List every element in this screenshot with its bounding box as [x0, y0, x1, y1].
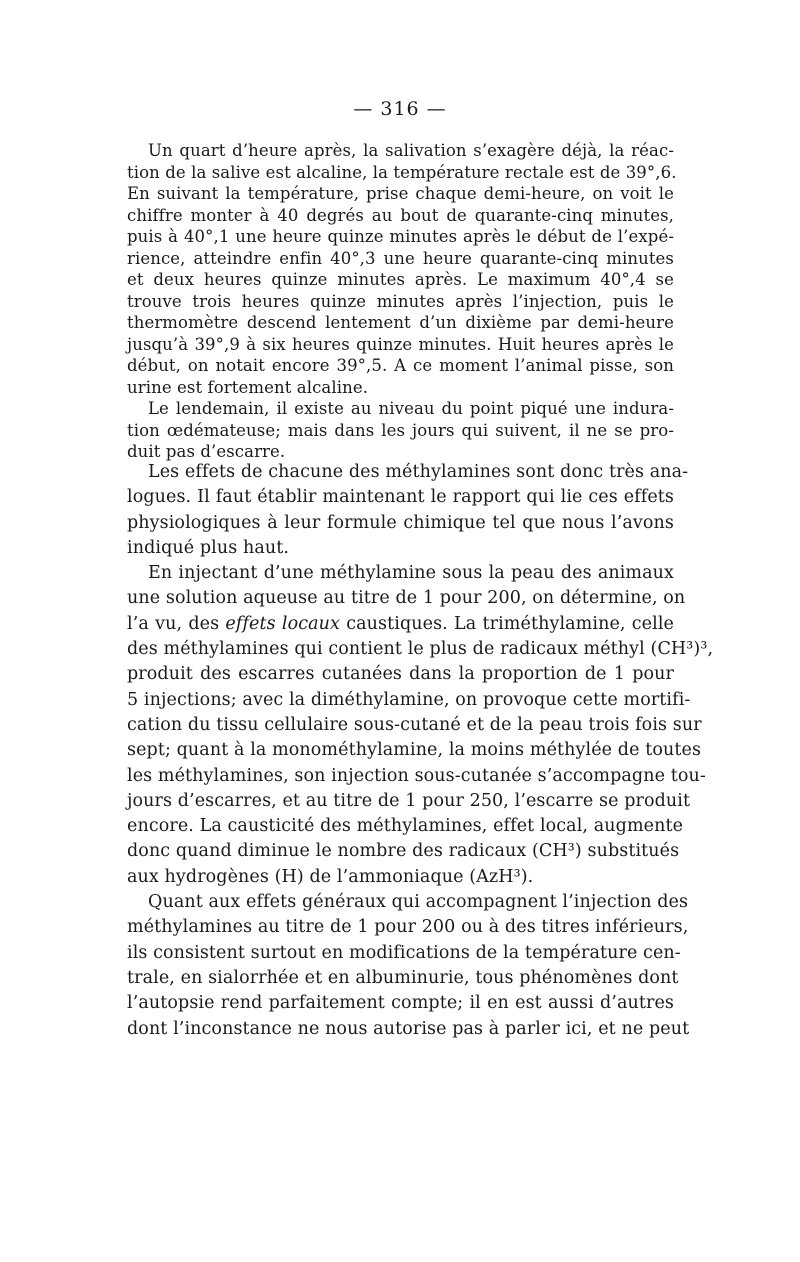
text-line: Un quart d’heure après, la salivation s’exagère déjà, la réac- [148, 141, 674, 160]
text-run: caustiques. La triméthylamine, celle [340, 613, 674, 634]
text-line: méthylamines au titre de 1 pour 200 ou à des titres inférieurs, [127, 917, 689, 938]
text-line: tion œdémateuse; mais dans les jours qui suivent, il ne se pro- [127, 420, 674, 440]
text-line: Le lendemain, il existe au niveau du point piqué une indura- [148, 399, 674, 418]
text-line: physiologiques à leur formule chimique tel que nous l’avons [127, 512, 674, 533]
text-line: et deux heures quinze minutes après. Le maximum 40°,4 se [127, 270, 674, 289]
text-line: jusqu’à 39°,9 à six heures quinze minutes. Huit heures après le [127, 334, 674, 354]
text-line: sept; quant à la monométhylamine, la moins méthylée de toutes [127, 740, 702, 761]
text-line: l’autopsie rend parfaitement compte; il en est aussi d’autres [127, 993, 674, 1014]
italic-term: effets locaux [225, 613, 341, 634]
text-line: dont l’inconstance ne nous autorise pas à parler ici, et ne peut [127, 1018, 690, 1039]
paragraph-next-day [127, 398, 674, 463]
paragraph-effects-analogous [127, 460, 689, 561]
text-line: début, on notait encore 39°,5. A ce moment l’animal pisse, son [127, 356, 674, 375]
text-line: 5 injections; avec la diméthylamine, on provoque cette mortifi- [127, 689, 691, 710]
small-print-block [127, 140, 677, 463]
text-line: trouve trois heures quinze minutes après l’injection, puis le [127, 291, 674, 311]
text-line [127, 612, 674, 637]
text-line: puis à 40°,1 une heure quinze minutes après le début de l’expé- [127, 227, 674, 246]
text-line: ils consistent surtout en modifications de la température cen- [127, 942, 681, 963]
text-line: les méthylamines, son injection sous-cutanée s’accompagne tou- [127, 765, 706, 786]
text-line: indiqué plus haut. [127, 537, 290, 558]
text-line: chiffre monter à 40 degrés au bout de quarante-cinq minutes, [127, 205, 674, 225]
text-line: jours d’escarres, et au titre de 1 pour 250, l’escarre se produit [127, 790, 691, 811]
text-line: donc quand diminue le nombre des radicaux (CH³) substitués [127, 841, 680, 862]
text-run: l’a vu, des [127, 613, 226, 634]
text-line: aux hydrogènes (H) de l’ammoniaque (AzH³). [127, 866, 534, 887]
text-line: Les effets de chacune des méthylamines sont donc très ana- [148, 462, 689, 482]
text-line: urine est fortement alcaline. [127, 377, 369, 397]
text-line: tion de la salive est alcaline, la température rectale est de 39°,6. [127, 162, 677, 182]
text-line: rience, atteindre enfin 40°,3 une heure quarante-cinq minutes [127, 248, 674, 268]
main-print-block [127, 460, 714, 1042]
text-line: produit des escarres cutanées dans la proportion de 1 pour [127, 664, 674, 685]
text-line: En injectant d’une méthylamine sous la peau des animaux [148, 563, 674, 584]
text-line: Quant aux effets généraux qui accompagnent l’injection des [148, 892, 689, 913]
text-line: des méthylamines qui contient le plus de radicaux méthyl (CH³)³, [127, 639, 714, 660]
text-line: trale, en sialorrhée et en albuminurie, tous phénomènes dont [127, 967, 679, 988]
text-line: une solution aqueuse au titre de 1 pour 200, on détermine, on [127, 588, 686, 609]
text-line: thermomètre descend lentement d’un dixième par demi-heure [127, 313, 674, 332]
text-line: En suivant la température, prise chaque demi-heure, on voit le [127, 184, 674, 203]
page-number: — 316 — [353, 98, 447, 120]
text-line: encore. La causticité des méthylamines, effet local, augmente [127, 816, 684, 837]
text-line: duit pas d’escarre. [127, 442, 286, 461]
text-line: cation du tissu cellulaire sous-cutané et de la peau trois fois sur [127, 714, 702, 735]
paragraph-local-effects [127, 561, 714, 890]
paragraph-temperature-observations [127, 140, 677, 398]
text-line: logues. Il faut établir maintenant le rapport qui lie ces effets [127, 487, 674, 508]
paragraph-general-effects [127, 890, 690, 1042]
